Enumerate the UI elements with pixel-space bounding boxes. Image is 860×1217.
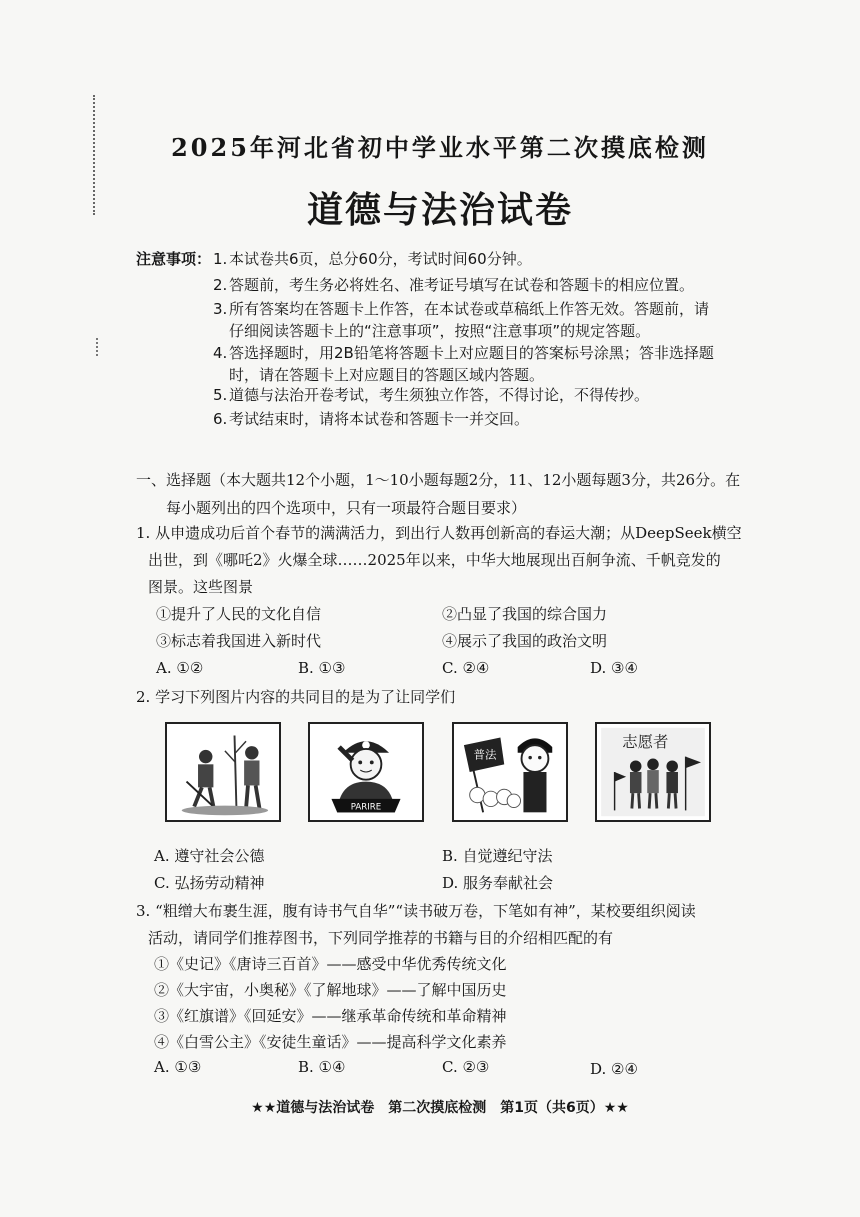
option-c[interactable]: C. 弘扬劳动精神: [154, 874, 265, 892]
option-a[interactable]: A. ①③: [154, 1058, 202, 1076]
question-3-stem: [136, 898, 696, 952]
statement-1: ①《史记》《唐诗三百首》——感受中华优秀传统文化: [154, 955, 507, 973]
badge-text: PARIRE: [350, 802, 382, 813]
option-b[interactable]: B. ①③: [298, 659, 346, 677]
note-text-cont: 时，请在答题卡上对应题目的答题区域内答题。: [229, 366, 545, 384]
note-number: 2.: [213, 276, 228, 294]
flag-text: 普法: [473, 747, 497, 762]
note-text: 答选择题时，用2B铅笔将答题卡上对应题目的答案标号涂黑；答非选择题: [229, 344, 714, 362]
option-d[interactable]: D. 服务奉献社会: [442, 874, 554, 892]
tree-planting-illustration: [167, 724, 279, 820]
note-text: 答题前，考生务必将姓名、准考证号填写在试卷和答题卡的相应位置。: [229, 276, 695, 294]
note-text: 所有答案均在答题卡上作答，在本试卷或草稿纸上作答无效。答题前，请: [229, 300, 710, 318]
option-d[interactable]: D. ③④: [590, 659, 638, 677]
note-number: 1.: [213, 250, 228, 268]
statement-4: ④展示了我国的政治文明: [442, 632, 608, 650]
section-line: 每小题列出的四个选项中，只有一项最符合题目要求）: [166, 499, 527, 517]
note-item: [213, 248, 532, 270]
note-text-cont: 仔细阅读答题卡上的“注意事项”，按照“注意事项”的规定答题。: [229, 322, 651, 340]
statement-3: ③《红旗谱》《回延安》——继承革命传统和革命精神: [154, 1007, 507, 1025]
option-b[interactable]: B. ①④: [298, 1058, 346, 1076]
exam-title: 2025年河北省初中学业水平第二次摸底检测: [171, 133, 709, 162]
question-text: 3. “粗缯大布裹生涯，腹有诗书气自华”“读书破万卷，下笔如有神”，某校要组织阅读: [136, 902, 696, 920]
note-item: [213, 408, 529, 430]
law-popularization-illustration: [454, 724, 566, 820]
statement-1: ①提升了人民的文化自信: [156, 605, 322, 623]
option-c[interactable]: C. ②④: [442, 659, 490, 677]
question-1-stem: [136, 520, 742, 601]
note-number: 3.: [213, 300, 228, 318]
question-2-stem: [136, 684, 455, 711]
option-a[interactable]: A. 遵守社会公德: [154, 847, 265, 865]
question-text: 1. 从申遗成功后首个春节的满满活力，到出行人数再创新高的春运大潮；从DeepSeek横空: [136, 524, 742, 542]
statement-4: ④《白雪公主》《安徒生童话》——提高科学文化素养: [154, 1033, 507, 1051]
picture-tree-planting: [165, 722, 281, 822]
binding-mark: [96, 338, 100, 356]
note-number: 6.: [213, 410, 228, 428]
note-item: [213, 298, 709, 342]
note-text: 道德与法治开卷考试，考生须独立作答，不得讨论，不得传抄。: [229, 386, 650, 404]
note-item: [213, 274, 694, 296]
picture-law-popularization: [452, 722, 568, 822]
question-text: 图景。这些图景: [148, 578, 254, 596]
section-line: 一、选择题（本大题共12个小题，1～10小题每题2分，11、12小题每题3分，共26分。在: [136, 471, 741, 489]
note-number: 4.: [213, 344, 228, 362]
statement-2: ②凸显了我国的综合国力: [442, 605, 608, 623]
banner-text: 志愿者: [622, 733, 669, 752]
note-text: 本试卷共6页，总分60分，考试时间60分钟。: [229, 250, 532, 268]
page-footer: ★★道德与法治试卷 第二次摸底检测 第1页（共6页）★★: [251, 1100, 629, 1116]
note-item: [213, 342, 714, 386]
option-b[interactable]: B. 自觉遵纪守法: [442, 847, 553, 865]
volunteers-illustration: [597, 724, 709, 820]
picture-saluting-soldier: [308, 722, 424, 822]
option-a[interactable]: A. ①②: [156, 659, 204, 677]
saluting-soldier-illustration: [310, 724, 422, 820]
paper-title: 道德与法治试卷: [306, 190, 573, 231]
question-text: 出世，到《哪吒2》火爆全球……2025年以来，中华大地展现出百舸争流、千帆竞发的: [148, 551, 721, 569]
statement-3: ③标志着我国进入新时代: [156, 632, 322, 650]
note-number: 5.: [213, 386, 228, 404]
question-text: 活动，请同学们推荐图书，下列同学推荐的书籍与目的介绍相匹配的有: [148, 929, 614, 947]
note-item: [213, 384, 649, 406]
notes-label: 注意事项：: [136, 250, 212, 268]
statement-2: ②《大宇宙，小奥秘》《了解地球》——了解中国历史: [154, 981, 507, 999]
section-heading: [136, 466, 740, 522]
question-text: 2. 学习下列图片内容的共同目的是为了让同学们: [136, 688, 456, 706]
option-d[interactable]: D. ②④: [590, 1060, 638, 1078]
picture-volunteers: [595, 722, 711, 822]
note-text: 考试结束时，请将本试卷和答题卡一并交回。: [229, 410, 530, 428]
option-c[interactable]: C. ②③: [442, 1058, 490, 1076]
